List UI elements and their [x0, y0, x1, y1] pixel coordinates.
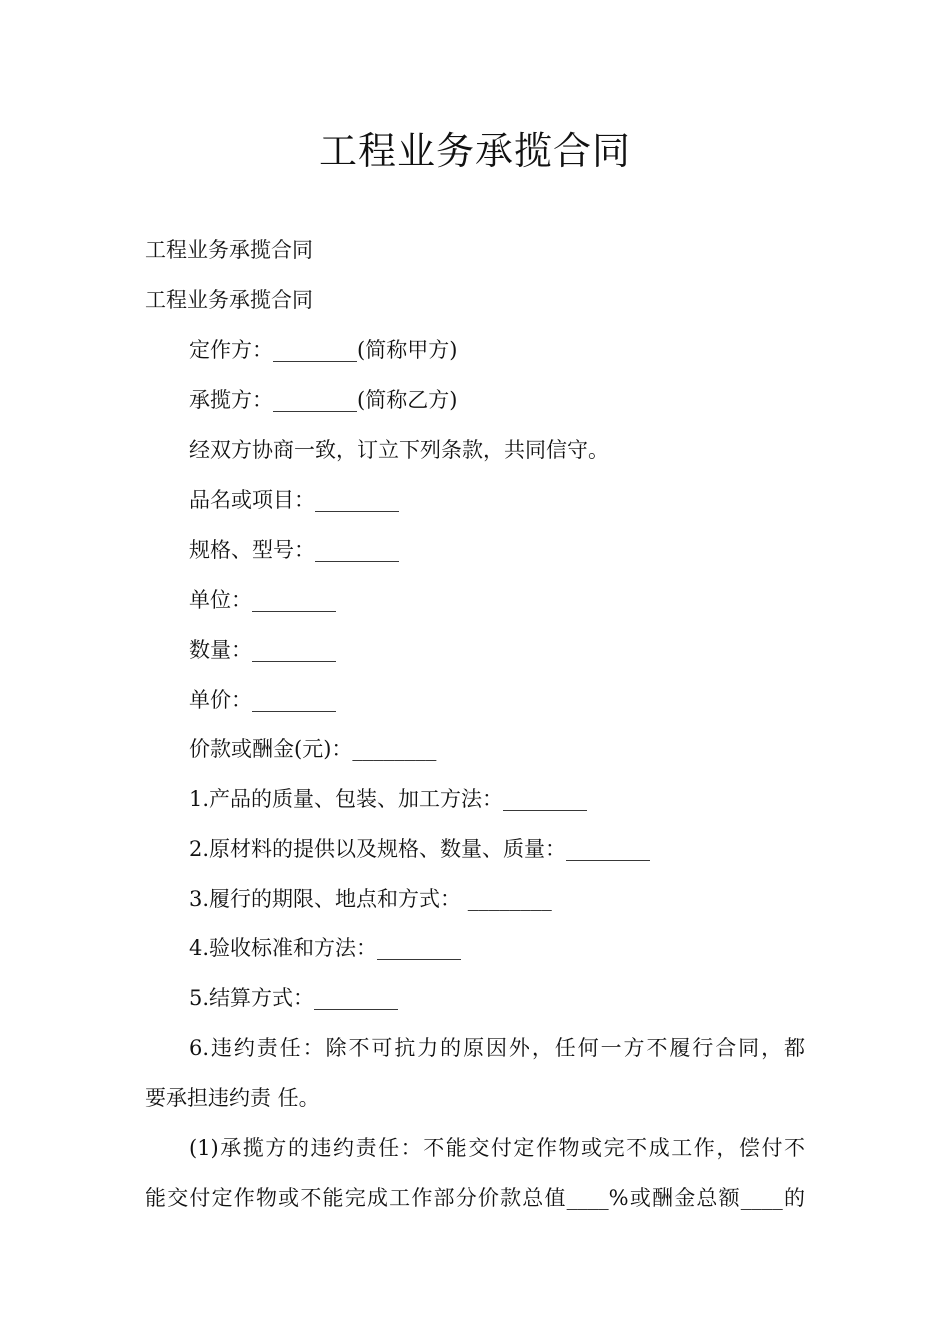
party-a-line: 定作方：________(简称甲方) [189, 338, 458, 362]
preamble-line: 经双方协商一致，订立下列条款，共同信守。 [189, 438, 609, 462]
unit-line: 单位：________ [189, 588, 336, 612]
document-title: 工程业务承揽合同 [318, 129, 631, 173]
clause-6-line-1: 6.违约责任：除不可抗力的原因外，任何一方不履行合同，都 [189, 1036, 805, 1060]
heading-line-1: 工程业务承揽合同 [145, 238, 313, 262]
clause-5-line: 5.结算方式：________ [189, 986, 399, 1010]
item-name-line: 品名或项目：________ [189, 488, 399, 512]
clause-2-line: 2.原材料的提供以及规格、数量、质量：________ [189, 837, 651, 861]
total-price-line: 价款或酬金(元)：________ [189, 737, 437, 761]
unit-price-line: 单价：________ [189, 688, 336, 712]
clause-6-1-line-2: 能交付定作物或不能完成工作部分价款总值____%或酬金总额____的 [145, 1186, 805, 1210]
spec-model-line: 规格、型号：________ [189, 538, 399, 562]
clause-4-line: 4.验收标准和方法：________ [189, 936, 462, 960]
heading-line-2: 工程业务承揽合同 [145, 288, 313, 312]
clause-3-line: 3.履行的期限、地点和方式： ________ [189, 887, 552, 911]
clause-1-line: 1.产品的质量、包装、加工方法：________ [189, 787, 588, 811]
quantity-line: 数量：________ [189, 638, 336, 662]
party-b-line: 承揽方：________(简称乙方) [189, 388, 458, 412]
clause-6-1-line-1: (1)承揽方的违约责任：不能交付定作物或完不成工作，偿付不 [189, 1136, 805, 1160]
clause-6-line-2: 要承担违约责 任。 [145, 1086, 320, 1110]
